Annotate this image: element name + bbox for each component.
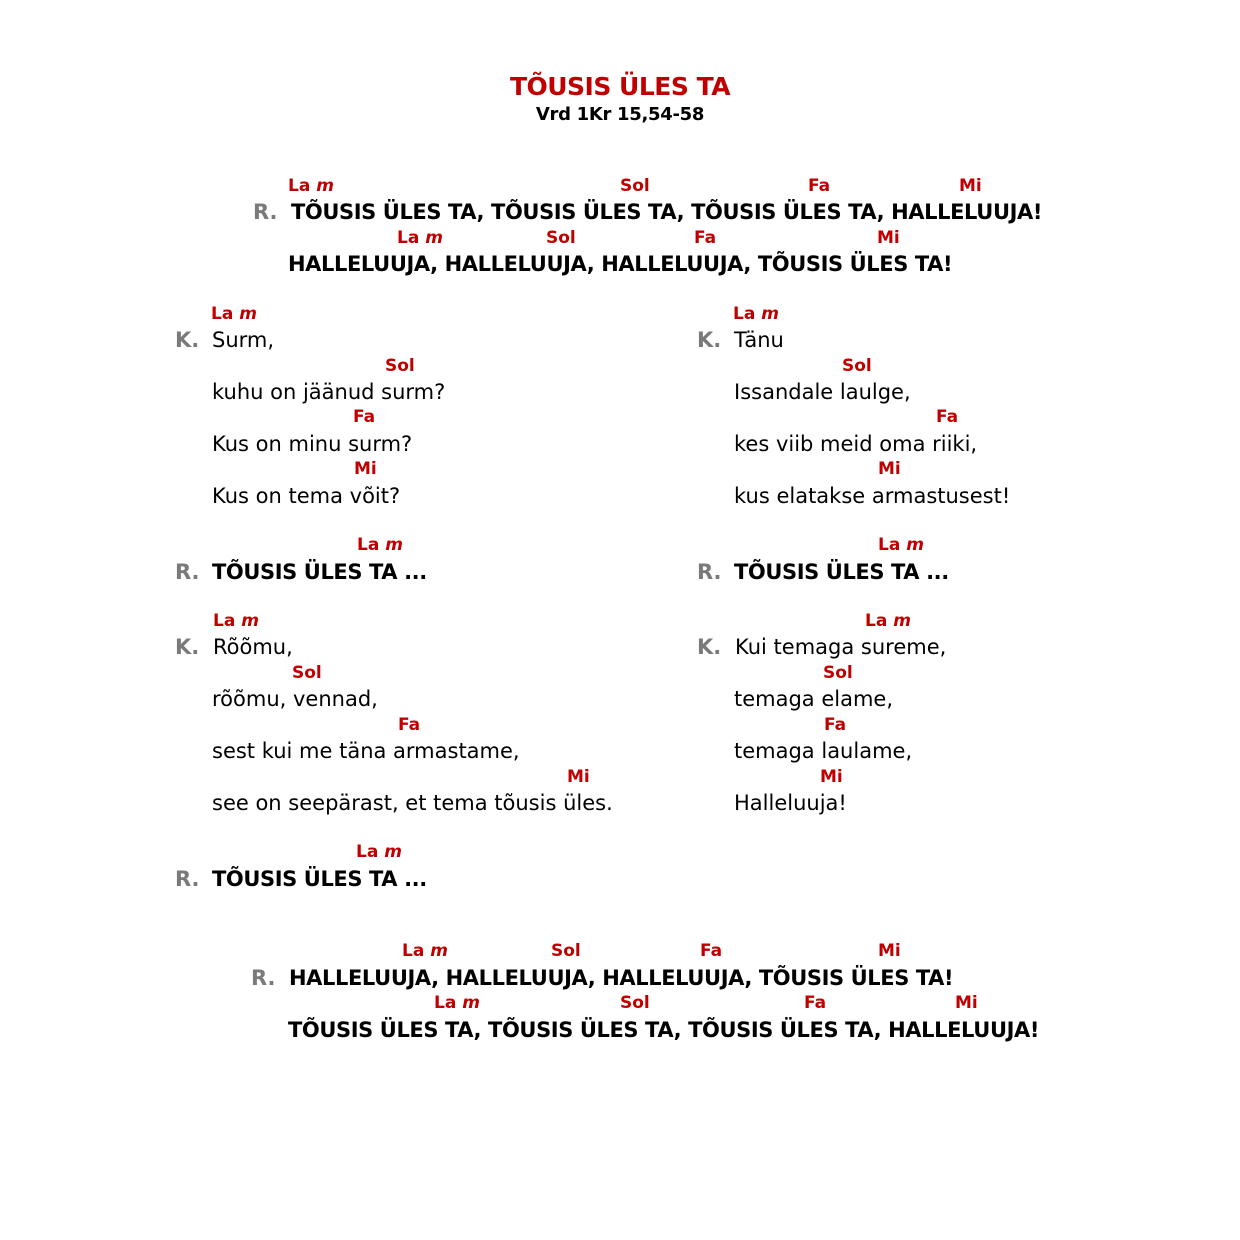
- chord-lam: La m: [733, 304, 779, 324]
- chord-fa: Fa: [824, 715, 847, 735]
- chord-fa: Fa: [804, 993, 827, 1013]
- chord-fa: Fa: [700, 941, 723, 961]
- refrain-marker: R.: [175, 560, 200, 584]
- chord-fa: Fa: [353, 407, 376, 427]
- refrain-line: HALLELUUJA, HALLELUUJA, HALLELUUJA, TÕUSIS ÜLES TA!: [289, 966, 954, 990]
- chord-sol: Sol: [823, 663, 853, 683]
- chord-lam: La m: [288, 176, 334, 196]
- verse-line: kus elatakse armastusest!: [734, 484, 1011, 508]
- verse-line: Kui temaga sureme,: [735, 635, 947, 659]
- chord-sol: Sol: [292, 663, 322, 683]
- chord-lam: La m: [211, 304, 257, 324]
- refrain-marker: R.: [175, 867, 200, 891]
- refrain-marker: R.: [253, 200, 278, 224]
- chord-mi: Mi: [820, 767, 843, 787]
- refrain-short-line: TÕUSIS ÜLES TA ...: [212, 867, 427, 891]
- chord-lam: La m: [357, 535, 403, 555]
- chord-sol: Sol: [620, 993, 650, 1013]
- chord-lam: La m: [213, 611, 259, 631]
- chord-mi: Mi: [878, 459, 901, 479]
- verse-line: temaga laulame,: [734, 739, 913, 763]
- verse-line: Kus on minu surm?: [212, 432, 413, 456]
- chord-lam: La m: [865, 611, 911, 631]
- verse-line: see on seepärast, et tema tõusis üles.: [212, 791, 613, 815]
- chord-fa: Fa: [936, 407, 959, 427]
- chord-fa: Fa: [694, 228, 717, 248]
- verse-line: temaga elame,: [734, 687, 894, 711]
- song-reference: Vrd 1Kr 15,54-58: [535, 104, 705, 125]
- chord-lam: La m: [434, 993, 480, 1013]
- chord-sol: Sol: [385, 356, 415, 376]
- chord-mi: Mi: [354, 459, 377, 479]
- refrain-line: TÕUSIS ÜLES TA, TÕUSIS ÜLES TA, TÕUSIS ÜLES TA, HALLELUUJA!: [291, 200, 1043, 224]
- verse-line: Surm,: [212, 328, 275, 352]
- refrain-marker: R.: [251, 966, 276, 990]
- verse-line: Halleluuja!: [734, 791, 847, 815]
- verse-marker: K.: [697, 328, 722, 352]
- verse-marker: K.: [175, 635, 200, 659]
- chord-sol: Sol: [842, 356, 872, 376]
- verse-line: sest kui me täna armastame,: [212, 739, 520, 763]
- song-title: TÕUSIS ÜLES TA: [509, 72, 731, 101]
- chord-fa: Fa: [808, 176, 831, 196]
- refrain-marker: R.: [697, 560, 722, 584]
- verse-marker: K.: [697, 635, 722, 659]
- chord-sol: Sol: [546, 228, 576, 248]
- chord-mi: Mi: [959, 176, 982, 196]
- refrain-short-line: TÕUSIS ÜLES TA ...: [734, 560, 949, 584]
- refrain-short-line: TÕUSIS ÜLES TA ...: [212, 560, 427, 584]
- refrain-line: TÕUSIS ÜLES TA, TÕUSIS ÜLES TA, TÕUSIS ÜLES TA, HALLELUUJA!: [288, 1018, 1040, 1042]
- chord-lam: La m: [356, 842, 402, 862]
- verse-line: Issandale laulge,: [734, 380, 911, 404]
- chord-lam: La m: [397, 228, 443, 248]
- verse-line: kes viib meid oma riiki,: [734, 432, 978, 456]
- verse-line: Kus on tema võit?: [212, 484, 401, 508]
- chord-sol: Sol: [620, 176, 650, 196]
- chord-lam: La m: [878, 535, 924, 555]
- chord-mi: Mi: [567, 767, 590, 787]
- verse-line: kuhu on jäänud surm?: [212, 380, 446, 404]
- verse-line: Tänu: [734, 328, 784, 352]
- verse-line: rõõmu, vennad,: [212, 687, 378, 711]
- chord-lam: La m: [402, 941, 448, 961]
- chord-mi: Mi: [955, 993, 978, 1013]
- chord-mi: Mi: [878, 941, 901, 961]
- chord-mi: Mi: [877, 228, 900, 248]
- chord-sol: Sol: [551, 941, 581, 961]
- verse-marker: K.: [175, 328, 200, 352]
- chord-fa: Fa: [398, 715, 421, 735]
- verse-line: Rõõmu,: [213, 635, 293, 659]
- refrain-line: HALLELUUJA, HALLELUUJA, HALLELUUJA, TÕUSIS ÜLES TA!: [288, 252, 953, 276]
